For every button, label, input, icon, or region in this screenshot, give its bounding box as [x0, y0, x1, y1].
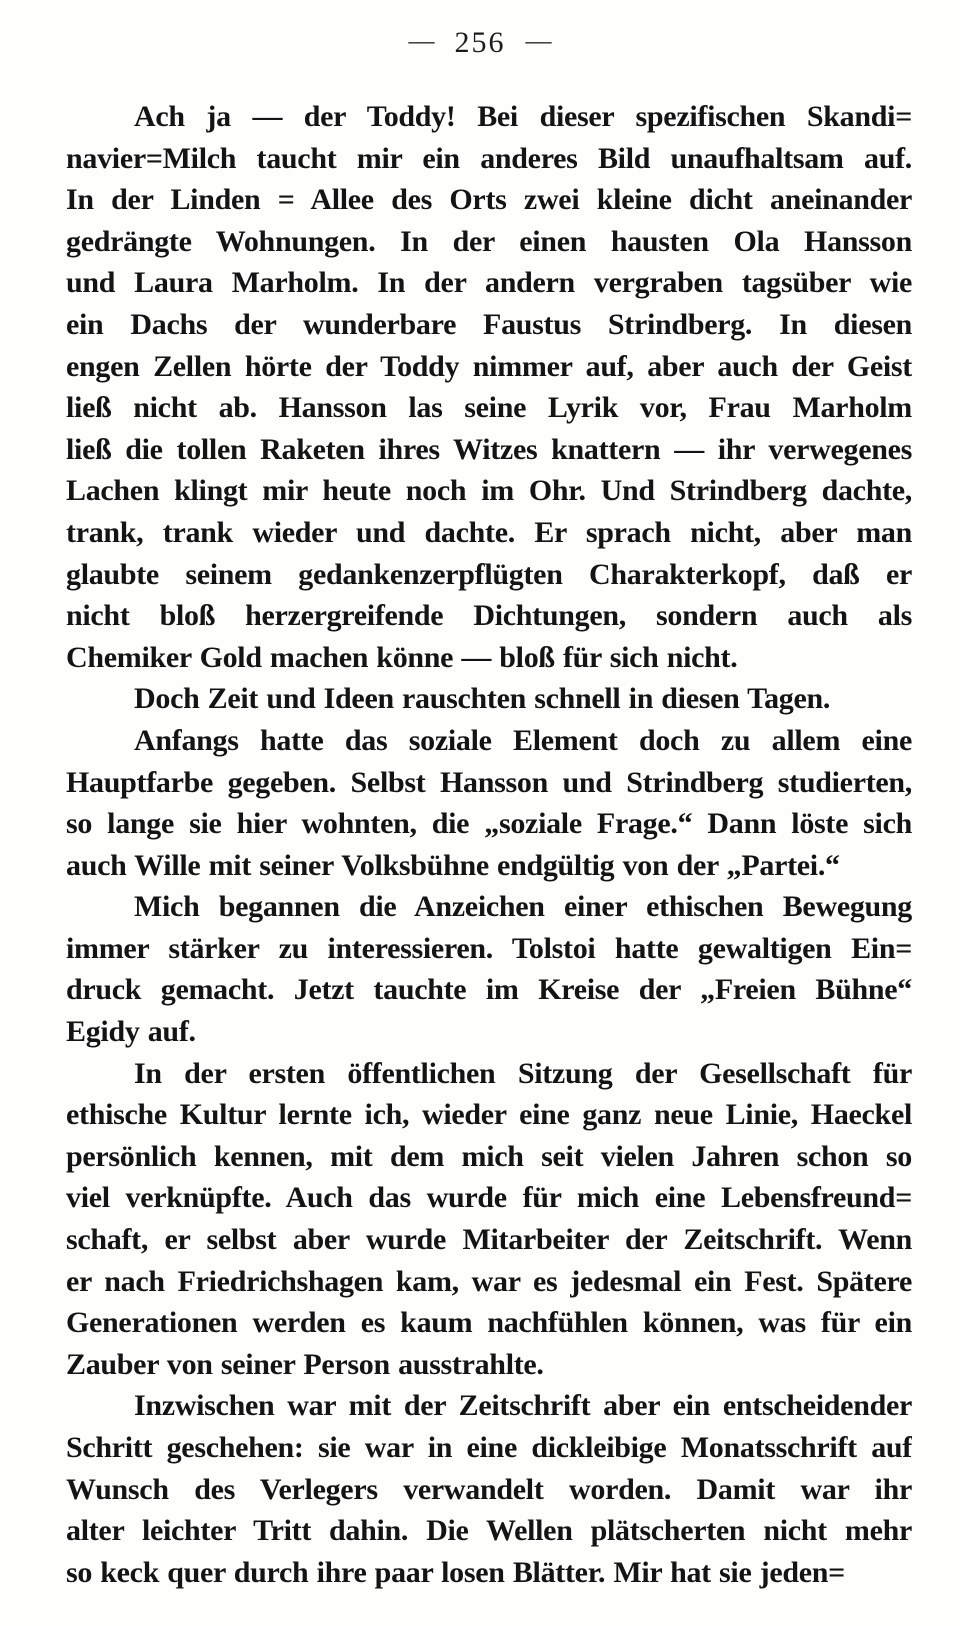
text-block	[66, 96, 912, 1593]
text-line: auch Wille mit seiner Volksbühne endgültig von der „Partei.“	[66, 848, 840, 882]
text-line: schaft, er selbst aber wurde Mitarbeiter der Zeitschrift. Wenn	[66, 1223, 912, 1257]
page-header	[0, 26, 960, 60]
text-line: Anfangs hatte das soziale Element doch zu allem eine	[134, 723, 912, 757]
text-line: nicht bloß herzergreifende Dichtungen, sondern auch als	[66, 599, 912, 633]
text-line: gedrängte Wohnungen. In der einen hausten Ola Hansson	[66, 224, 912, 258]
text-line: Mich begannen die Anzeichen einer ethischen Bewegung	[134, 890, 912, 924]
text-line: Hauptfarbe gegeben. Selbst Hansson und Strindberg studierten,	[66, 765, 912, 799]
text-line: trank, trank wieder und dachte. Er sprach nicht, aber man	[66, 515, 912, 549]
text-line: und Laura Marholm. In der andern vergraben tagsüber wie	[66, 266, 912, 300]
header-dash-right: —	[525, 26, 552, 55]
text-line: persönlich kennen, mit dem mich seit vielen Jahren schon so	[66, 1139, 912, 1173]
text-line: navier=Milch taucht mir ein anderes Bild unaufhaltsam auf.	[66, 141, 912, 175]
text-line: so keck quer durch ihre paar losen Blätter. Mir hat sie jeden=	[66, 1555, 845, 1589]
text-line: In der ersten öffentlichen Sitzung der Gesellschaft für	[134, 1056, 912, 1090]
text-line: viel verknüpfte. Auch das wurde für mich eine Lebensfreund=	[66, 1181, 912, 1215]
text-line: so lange sie hier wohnten, die „soziale Frage.“ Dann löste sich	[66, 807, 912, 841]
text-line: Doch Zeit und Ideen rauschten schnell in diesen Tagen.	[134, 682, 831, 716]
header-dash-left: —	[408, 26, 435, 55]
text-line: Wunsch des Verlegers verwandelt worden. Damit war ihr	[66, 1472, 912, 1506]
text-line: druck gemacht. Jetzt tauchte im Kreise der „Freien Bühne“	[66, 973, 912, 1007]
text-line: Chemiker Gold machen könne — bloß für sich nicht.	[66, 640, 738, 674]
text-line: Schritt geschehen: sie war in eine dickleibige Monatsschrift auf	[66, 1431, 912, 1464]
text-line: Zauber von seiner Person ausstrahlte.	[66, 1347, 544, 1381]
text-line: In der Linden = Allee des Orts zwei kleine dicht aneinander	[66, 183, 912, 217]
text-line: alter leichter Tritt dahin. Die Wellen plätscherten nicht mehr	[66, 1514, 912, 1548]
text-line: Egidy auf.	[66, 1015, 196, 1049]
text-line: Generationen werden es kaum nachfühlen können, was für ein	[66, 1306, 912, 1340]
text-line: Lachen klingt mir heute noch im Ohr. Und Strindberg dachte,	[66, 474, 912, 508]
text-line: Ach ja — der Toddy! Bei dieser spezifischen Skandi=	[134, 100, 912, 133]
text-line: glaubte seinem gedankenzerpflügten Charakterkopf, daß er	[66, 557, 912, 591]
text-line: ließ die tollen Raketen ihres Witzes knattern — ihr verwegenes	[66, 432, 912, 466]
text-line: ethische Kultur lernte ich, wieder eine ganz neue Linie, Haeckel	[66, 1098, 912, 1132]
text-line: engen Zellen hörte der Toddy nimmer auf, aber auch der Geist	[66, 349, 912, 383]
text-line: ein Dachs der wunderbare Faustus Strindberg. In diesen	[66, 307, 912, 341]
text-line: er nach Friedrichshagen kam, war es jedesmal ein Fest. Spätere	[66, 1264, 912, 1298]
page-number: 256	[454, 26, 506, 59]
text-line: Inzwischen war mit der Zeitschrift aber ein entscheidender	[134, 1389, 912, 1423]
text-line: immer stärker zu interessieren. Tolstoi hatte gewaltigen Ein=	[66, 931, 912, 965]
text-line: ließ nicht ab. Hansson las seine Lyrik vor, Frau Marholm	[66, 391, 912, 425]
